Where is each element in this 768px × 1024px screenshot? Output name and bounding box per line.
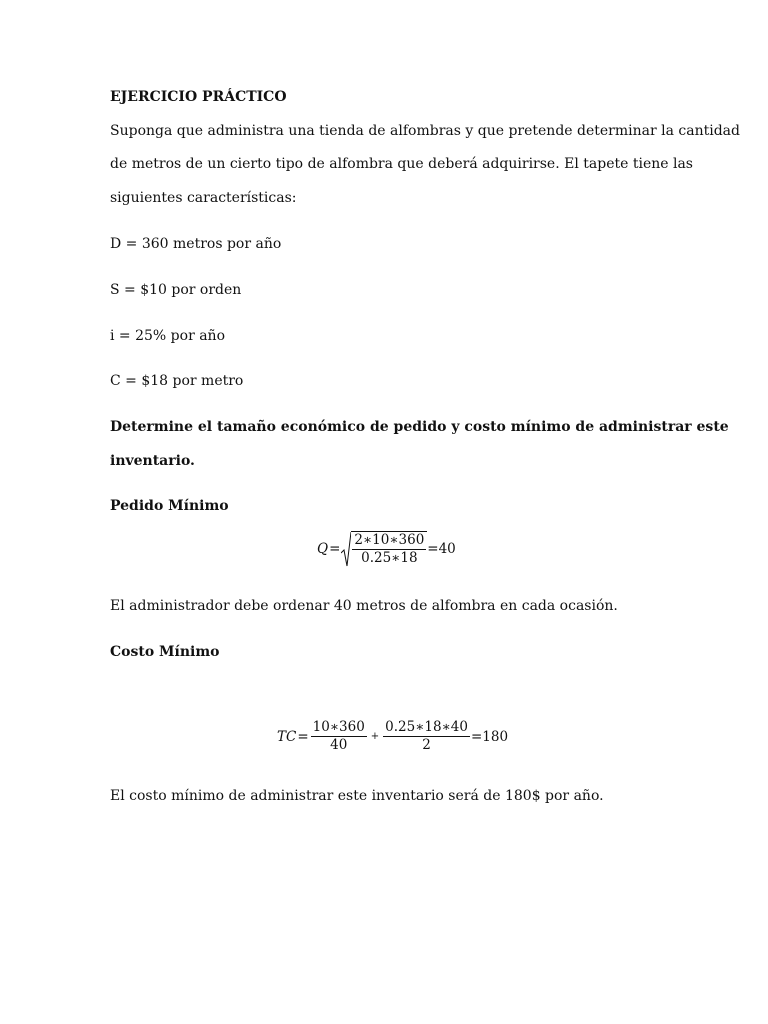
formula-eoq-radicand [351,531,427,567]
formula-tc-result: =180 [470,728,509,745]
intro-line-1: Suponga que administra una tienda de alfombras y que pretende determinar la cantidad [110,123,740,139]
formula-tc-fraction-2 [383,720,470,753]
formula-total-cost [277,720,508,753]
param-demand: D = 360 metros por año [110,236,282,252]
param-order-cost: S = $10 por orden [110,282,242,298]
param-interest: i = 25% por año [110,328,226,344]
formula-eoq-numerator: 2∗10∗360 [354,532,425,548]
formula-tc-fraction-1-numerator: 10∗360 [312,719,365,735]
formula-eoq-equals: = [329,541,341,557]
task-line-1: Determine el tamaño económico de pedido y costo mínimo de administrar este [110,419,729,435]
intro-line-2: de metros de un cierto tipo de alfombra que deberá adquirirse. El tapete tiene las [110,156,693,172]
radical-sign-icon [341,531,351,567]
formula-tc-fraction-2-denominator: 2 [422,737,431,753]
section-heading-pedido: Pedido Mínimo [110,498,229,514]
formula-tc-plus: + [370,731,380,742]
document-title: EJERCICIO PRÁCTICO [110,89,287,105]
intro-line-3: siguientes características: [110,190,297,206]
formula-eoq-result: =40 [427,541,456,557]
formula-tc-lhs: TC [277,728,297,745]
task-line-2: inventario. [110,453,195,469]
section-heading-costo: Costo Mínimo [110,644,220,660]
formula-eoq-denominator: 0.25∗18 [361,550,418,566]
conclusion-costo: El costo mínimo de administrar este inventario será de 180$ por año. [110,788,604,804]
formula-eoq-fraction [352,533,426,567]
formula-tc-equals: = [297,728,309,745]
formula-eoq-sqrt [341,531,427,567]
param-unit-cost: C = $18 por metro [110,373,244,389]
formula-eoq [317,531,456,567]
formula-eoq-lhs: Q [317,541,329,557]
conclusion-pedido: El administrador debe ordenar 40 metros de alfombra en cada ocasión. [110,598,618,614]
formula-tc-fraction-1-denominator: 40 [330,737,348,753]
formula-tc-fraction-1 [311,720,367,753]
formula-tc-fraction-2-numerator: 0.25∗18∗40 [385,719,468,735]
